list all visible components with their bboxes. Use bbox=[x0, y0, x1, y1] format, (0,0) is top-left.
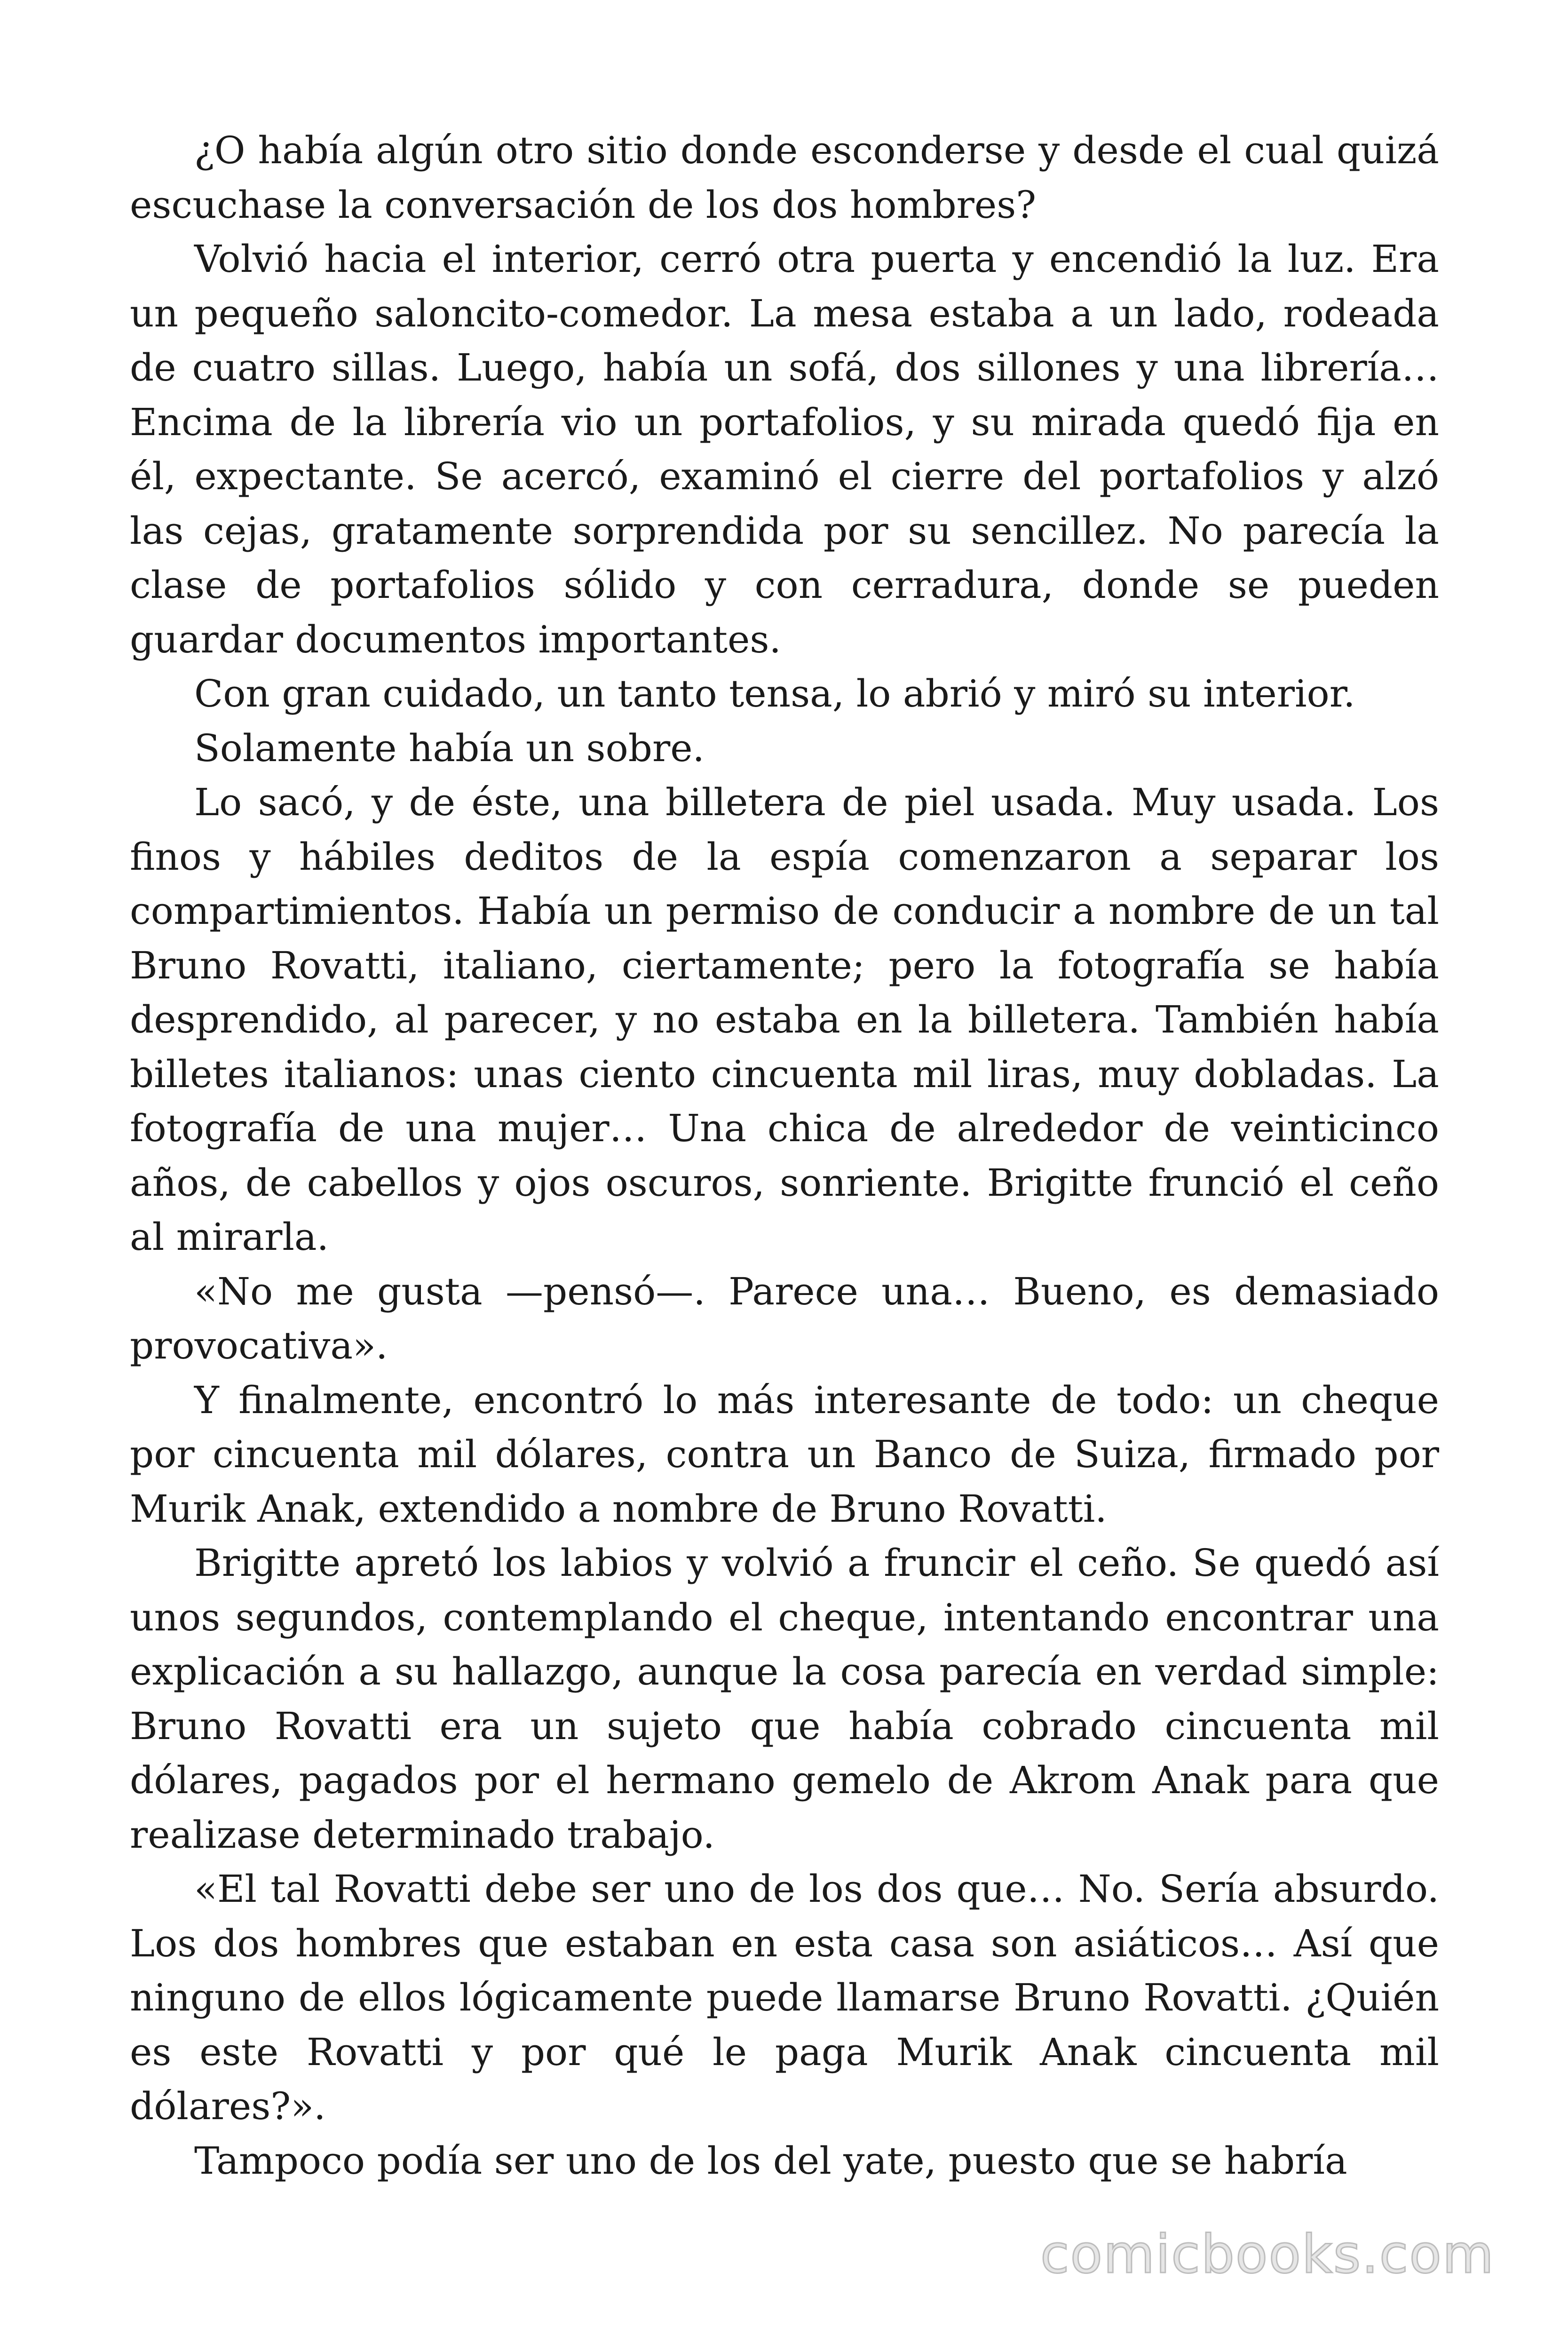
paragraph-6: «No me gusta —pensó—. Parece una… Bueno, es demasiado provocativa». bbox=[130, 1269, 1439, 1367]
body-text bbox=[130, 123, 1439, 2188]
watermark: comicbooks.com bbox=[1040, 2224, 1495, 2285]
paragraph-5: Lo sacó, y de éste, una billetera de piel usada. Muy usada. Los finos y hábiles deditos de la espía comenzaron a separar los compartimientos. Había un permiso de conducir a nombre de un tal Bruno Rovatti, italiano, ciertamente; pero la fotografía se había desprendido, al parecer, y no estaba en la billetera. También había billetes italianos: unas ciento cincuenta mil liras, muy dobladas. La fotografía de una mujer… Una chica de alrededor de veinticinco años, de cabellos y ojos oscuros, sonriente. Brigitte frunció el ceño al mirarla. bbox=[130, 780, 1439, 1259]
paragraph-4: Solamente había un sobre. bbox=[194, 726, 705, 770]
paragraph-9: «El tal Rovatti debe ser uno de los dos que… No. Sería absurdo. Los dos hombres que estaban en esta casa son asiáticos… Así que ninguno de ellos lógicamente puede llamarse Bruno Rovatti. ¿Quién es este Rovatti y por qué le paga Murik Anak cincuenta mil dólares?». bbox=[130, 1867, 1439, 2128]
paragraph-2: Volvió hacia el interior, cerró otra puerta y encendió la luz. Era un pequeño saloncito-comedor. La mesa estaba a un lado, rodeada de cuatro sillas. Luego, había un sofá, dos sillones y una librería… Encima de la librería vio un portafolios, y su mirada quedó fija en él, expectante. Se acercó, examinó el cierre del portafolios y alzó las cejas, gratamente sorprendida por su sencillez. No parecía la clase de portafolios sólido y con cerradura, donde se pueden guardar documentos importantes. bbox=[130, 237, 1439, 661]
paragraph-10: Tampoco podía ser uno de los del yate, puesto que se habría bbox=[194, 2138, 1347, 2183]
paragraph-1: ¿O había algún otro sitio donde esconderse y desde el cual quizá escuchase la conversación de los dos hombres? bbox=[130, 128, 1439, 227]
paragraph-7: Y finalmente, encontró lo más interesante de todo: un cheque por cincuenta mil dólares, contra un Banco de Suiza, firmado por Murik Anak, extendido a nombre de Bruno Rovatti. bbox=[130, 1378, 1439, 1531]
paragraph-8: Brigitte apretó los labios y volvió a fruncir el ceño. Se quedó así unos segundos, contemplando el cheque, intentando encontrar una explicación a su hallazgo, aunque la cosa parecía en verdad simple: Bruno Rovatti era un sujeto que había cobrado cincuenta mil dólares, pagados por el hermano gemelo de Akrom Anak para que realizase determinado trabajo. bbox=[130, 1541, 1439, 1857]
paragraph-3: Con gran cuidado, un tanto tensa, lo abrió y miró su interior. bbox=[194, 672, 1355, 715]
